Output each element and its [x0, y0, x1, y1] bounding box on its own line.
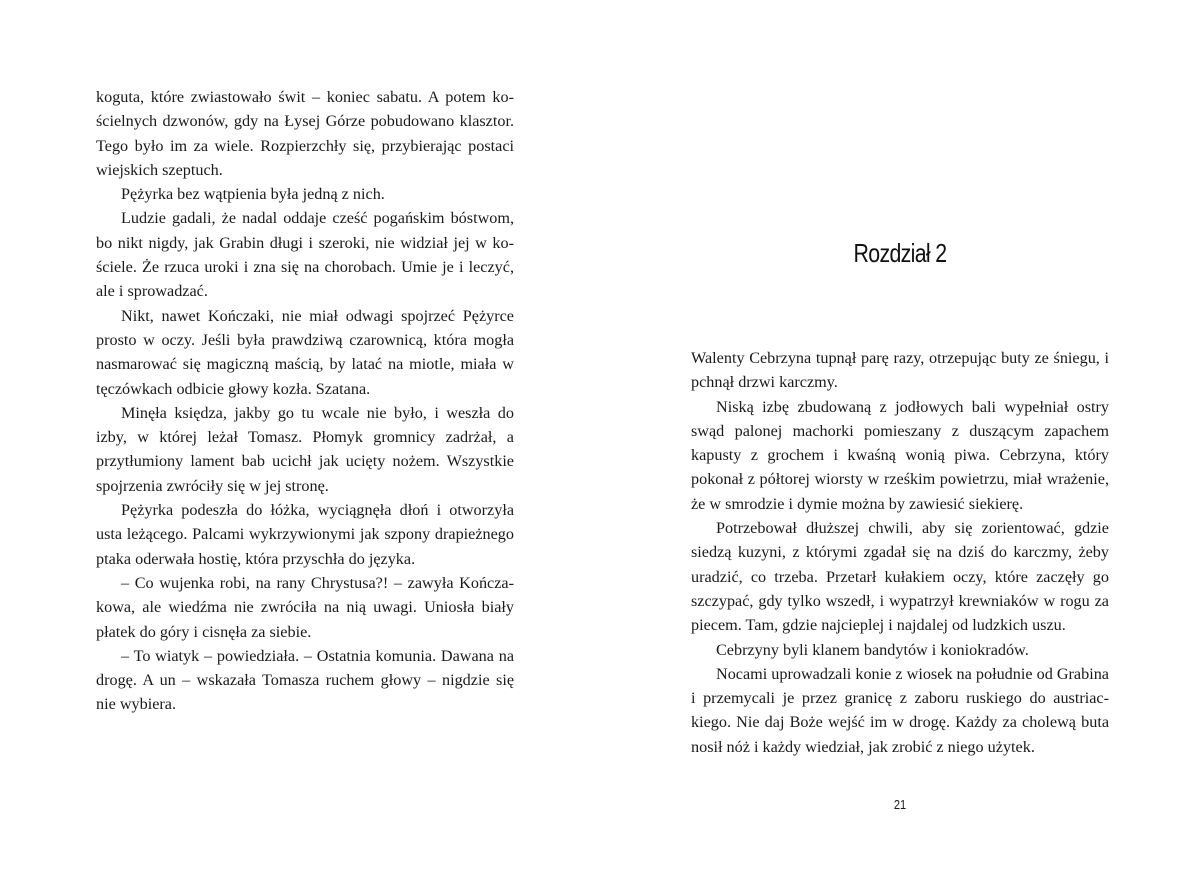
paragraph: Pężyrka podeszła do łóżka, wyciągnęła dłoń i otworzyła usta leżącego. Palcami wykrzywionymi jak szpony drapieżnego ptaka oderwała hostię, która przyschła do języka. — [96, 501, 514, 568]
paragraph: Minęła księdza, jakby go tu wcale nie było, i weszła do izby, w której leżał Tomasz. Płomyk gromnicy zadrżał, a przytłumiony lament bab ucichł jak ucięty nożem. Wszystkie spojrzenia zwróciły się w jej stronę. — [96, 403, 514, 495]
paragraph: – To wiatyk – powiedziała. – Ostatnia komunia. Dawana na drogę. A un – wskazała Tomasza ruchem głowy – nigdzie się nie wybiera. — [96, 646, 514, 714]
paragraph: Walenty Cebrzyna tupnął parę razy, otrzepując buty ze śniegu, i pchnął drzwi karczmy. — [691, 349, 1109, 392]
right-page-text — [691, 346, 1109, 759]
paragraph: Nocami uprowadzali konie z wiosek na południe od Grabina i przemycali je przez granicę z zaboru ruskiego do austriackiego. Nie daj Boże wejść im w drogę. Każdy za cholewą buta nosił nóż i każdy wiedział, jak zrobić z niego użytek. — [691, 664, 1109, 756]
left-page-text — [96, 85, 514, 717]
paragraph: Ludzie gadali, że nadal oddaje cześć pogańskim bóstwom, bo nikt nigdy, jak Grabin długi i szeroki, nie widział jej w kościele. Że rzuca uroki i zna się na chorobach. Umie je i leczyć, ale i sprowadzać. — [96, 209, 514, 301]
paragraph: Nikt, nawet Kończaki, nie miał odwagi spojrzeć Pężyrce prosto w oczy. Jeśli była prawdziwą czarownicą, która mogła nasmarować się magiczną maścią, by latać na miotle, miała w tęczówkach odbicie głowy kozła. Szatana. — [96, 306, 514, 398]
paragraph: koguta, które zwiastowało świt – koniec sabatu. A potem kościelnych dzwonów, gdy na Łysej Górze pobudowano klasztor. Tego było im za wiele. Rozpierzchły się, przybierając postaci wiejskich szeptuch. — [96, 88, 514, 179]
chapter-title: Rozdział 2 — [853, 238, 947, 268]
page-number: 21 — [893, 797, 907, 812]
paragraph: Potrzebował dłuższej chwili, aby się zorientować, gdzie siedzą kuzyni, z którymi zgadał się na dziś do karczmy, żeby uradzić, co trzeba. Przetarł kułakiem oczy, które zaczęły go szczypać, gdy tylko wszedł, i wypatrzył krewniaków w rogu za piecem. Tam, gdzie najcieplej i najdalej od ludzkich uszu. — [691, 519, 1109, 635]
paragraph: Cebrzyny byli klanem bandytów i koniokradów. — [716, 640, 1029, 659]
paragraph: Niską izbę zbudowaną z jodłowych bali wypełniał ostry swąd palonej machorki pomieszany z duszącym zapachem kapusty z grochem i kwaśną wonią piwa. Cebrzyna, który pokonał z półtorej wiorsty w rześkim powietrzu, miał wrażenie, że w smrodzie i dymie można by zawiesić siekierę. — [691, 397, 1109, 513]
paragraph: – Co wujenka robi, na rany Chrystusa?! – zawyła Kończakowa, ale wiedźma nie zwróciła na nią uwagi. Uniosła biały płatek do góry i cisnęła za siebie. — [96, 573, 514, 641]
paragraph: Pężyrka bez wątpienia była jedną z nich. — [121, 185, 385, 204]
right-page — [600, 0, 1200, 885]
